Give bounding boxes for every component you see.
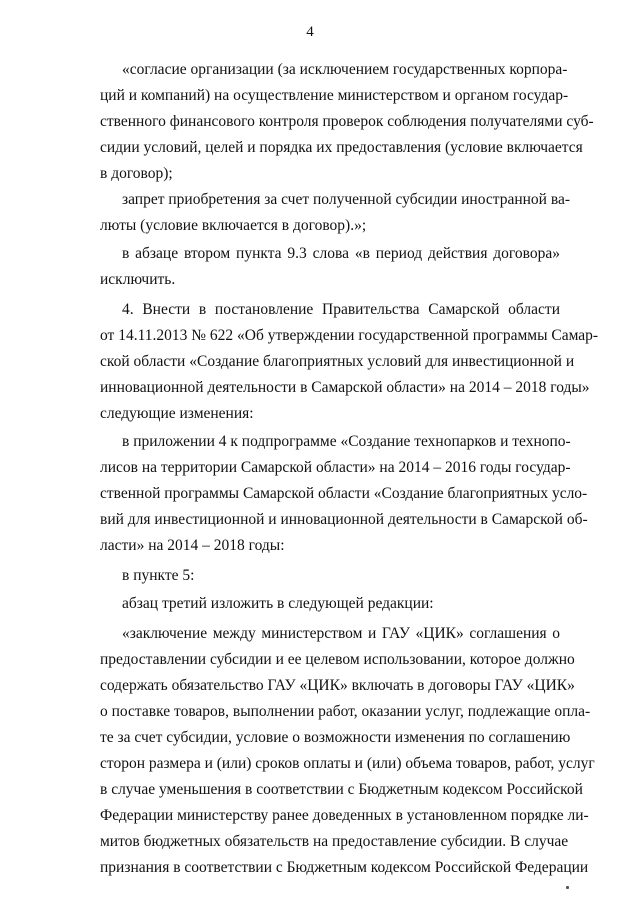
text-line: содержать обязательство ГАУ «ЦИК» включать в договоры ГАУ «ЦИК»	[100, 677, 575, 694]
text-line: те за счет субсидии, условие о возможности изменения по соглашению	[100, 729, 571, 746]
text-line: в договор);	[100, 165, 173, 182]
text-line: Федерации министерству ранее доведенных в установленном порядке ли-	[100, 807, 589, 824]
text-line: предоставлении субсидии и ее целевом использовании, которое должно	[100, 651, 575, 668]
text-line: признания в соответствии с Бюджетным кодексом Российской Федерации	[100, 859, 589, 876]
text-line: ственного финансового контроля проверок соблюдения получателями суб-	[100, 113, 594, 130]
text-line: в случае уменьшения в соответствии с Бюджетным кодексом Российской	[100, 781, 583, 798]
text-line: от 14.11.2013 № 622 «Об утверждении государственной программы Самар-	[100, 327, 599, 344]
text-line: митов бюджетных обязательств на предоставление субсидии. В случае	[100, 833, 569, 850]
text-line: 4. Внести в постановление Правительства Самарской области	[122, 301, 560, 318]
text-line: «заключение между министерством и ГАУ «ЦИК» соглашения о	[122, 625, 560, 642]
text-line: сторон размера и (или) сроков оплаты и (или) объема товаров, работ, услуг	[100, 755, 595, 772]
text-line: следующие изменения:	[100, 405, 254, 422]
text-line: запрет приобретения за счет полученной субсидии иностранной ва-	[122, 191, 571, 208]
text-line: «согласие организации (за исключением государственных корпора-	[122, 61, 568, 78]
scan-artifact	[566, 886, 569, 889]
text-line: о поставке товаров, выполнении работ, оказании услуг, подлежащие опла-	[100, 703, 591, 720]
text-line: в абзаце втором пункта 9.3 слова «в период действия договора»	[122, 245, 560, 262]
text-line: люты (условие включается в договор).»;	[100, 217, 367, 234]
text-line: ций и компаний) на осуществление министерством и органом государ-	[100, 87, 569, 104]
text-line: ской области «Создание благоприятных условий для инвестиционной и	[100, 353, 575, 370]
text-line: абзац третий изложить в следующей редакции:	[122, 595, 434, 612]
text-line: в пункте 5:	[122, 567, 195, 584]
text-line: сидии условий, целей и порядка их предоставления (условие включается	[100, 139, 583, 156]
page-number: 4	[306, 24, 314, 40]
text-line: вий для инвестиционной и инновационной деятельности в Самарской об-	[100, 511, 588, 528]
text-line: ласти» на 2014 – 2018 годы:	[100, 537, 285, 554]
text-line: лисов на территории Самарской области» на 2014 – 2016 годы государ-	[100, 459, 571, 476]
text-line: в приложении 4 к подпрограмме «Создание технопарков и технопо-	[122, 433, 571, 450]
text-line: ственной программы Самарской области «Создание благоприятных усло-	[100, 485, 588, 502]
text-line: исключить.	[100, 271, 176, 288]
text-line: инновационной деятельности в Самарской области» на 2014 – 2018 годы»	[100, 379, 590, 396]
